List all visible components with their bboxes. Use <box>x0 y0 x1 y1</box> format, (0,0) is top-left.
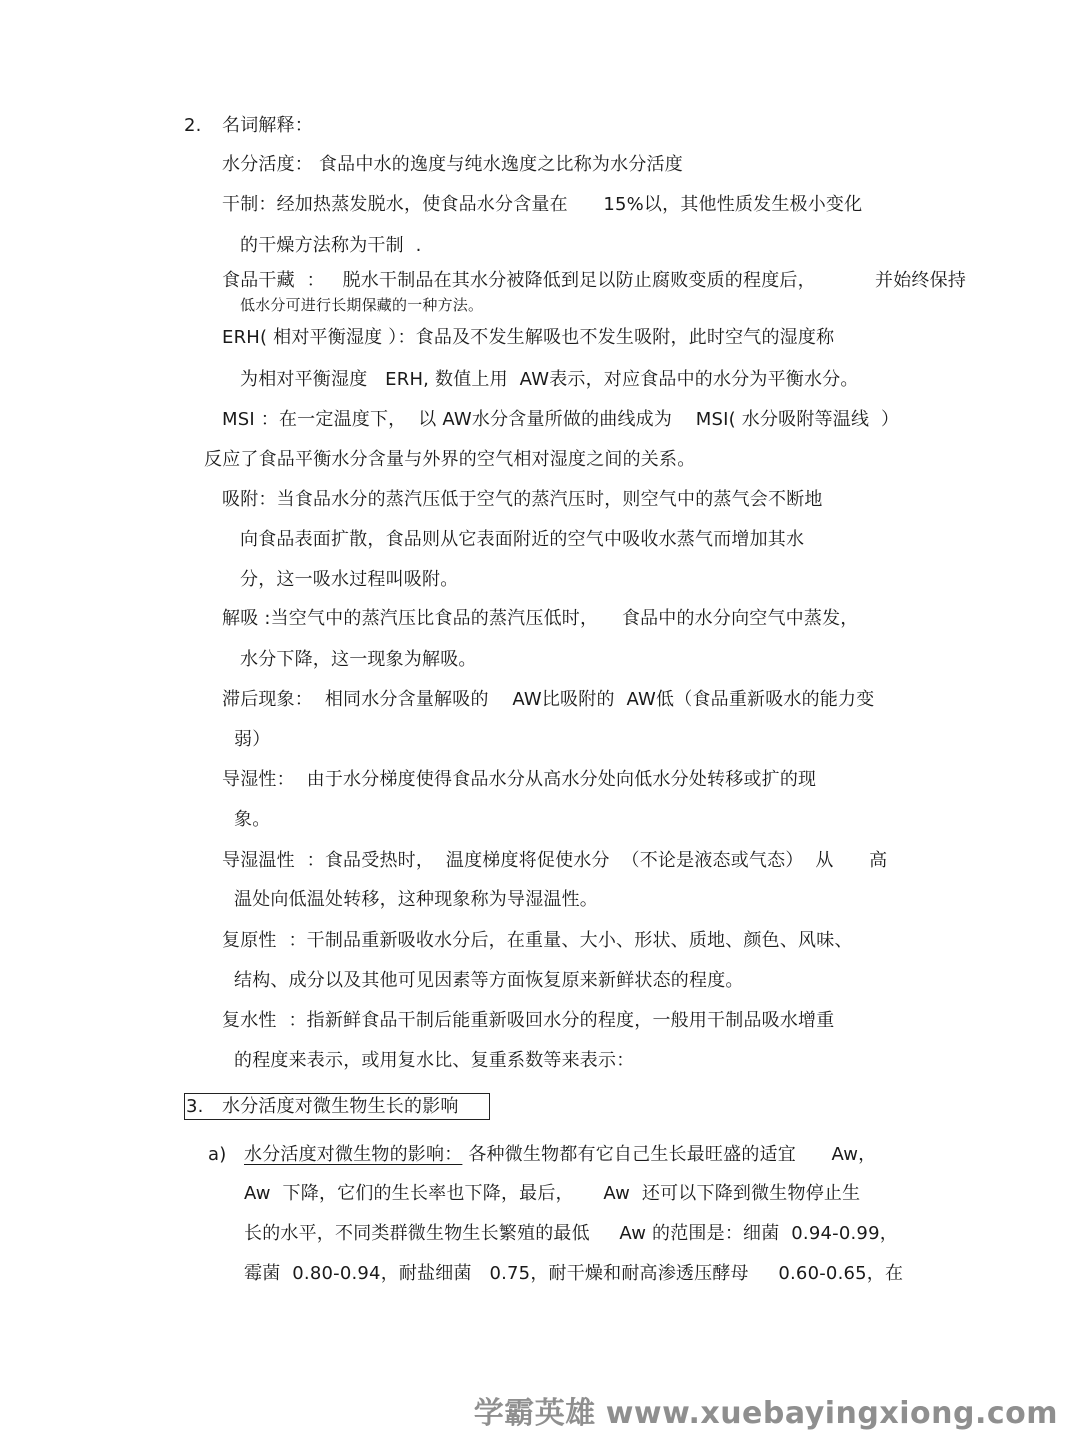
item-a-line4: 霉菌 0.80-0.94，耐盐细菌 0.75，耐干燥和耐高渗透压酵母 0.60-0.65，在 <box>244 1263 904 1284</box>
def-adsorption-line2: 向食品表面扩散，食品则从它表面附近的空气中吸收水蒸气而增加其水 <box>240 529 805 550</box>
def-dry-storage-line2: 低水分可进行长期保藏的一种方法。 <box>240 296 484 314</box>
def-restorability-line2: 结构、成分以及其他可见因素等方面恢复原来新鲜状态的程度。 <box>234 970 744 991</box>
item-a-line1-rest: 各种微生物都有它自己生长最旺盛的适宜 Aw， <box>462 1144 877 1165</box>
section-3-title: 水分活度对微生物生长的影响 <box>222 1096 459 1117</box>
def-msi-line1: MSI ：在一定温度下， 以 AW水分含量所做的曲线成为 MSI( 水分吸附等温线 ） <box>222 409 900 430</box>
def-hysteresis-line1: 滞后现象： 相同水分含量解吸的 AW比吸附的 AW低（食品重新吸水的能力变 <box>222 689 875 710</box>
item-a-heading: 水分活度对微生物的影响： <box>244 1144 463 1165</box>
def-msi-line2: 反应了食品平衡水分含量与外界的空气相对湿度之间的关系。 <box>204 449 696 470</box>
item-a-line1 <box>244 1143 876 1167</box>
def-adsorption-line3: 分，这一吸水过程叫吸附。 <box>240 569 459 590</box>
def-desorption-line2: 水分下降，这一现象为解吸。 <box>240 649 477 670</box>
item-a-line2: Aw 下降，它们的生长率也下降，最后， Aw 还可以下降到微生物停止生 <box>244 1183 861 1204</box>
def-desorption-line1: 解吸 :当空气中的蒸汽压比食品的蒸汽压低时， 食品中的水分向空气中蒸发， <box>222 608 859 629</box>
def-erh-line1: ERH( 相对平衡湿度 ）：食品及不发生解吸也不发生吸附，此时空气的湿度称 <box>222 327 835 348</box>
section-3-number: 3. <box>186 1096 204 1117</box>
def-rehydration-line1: 复水性 ：指新鲜食品干制后能重新吸回水分的程度，一般用干制品吸水增重 <box>222 1010 835 1031</box>
def-adsorption-line1: 吸附：当食品水分的蒸汽压低于空气的蒸汽压时，则空气中的蒸气会不断地 <box>222 489 823 510</box>
watermark <box>474 1388 1058 1432</box>
def-thermo-moisture-line1: 导湿温性 ：食品受热时， 温度梯度将促使水分 （不论是液态或气态） 从 高 <box>222 850 888 871</box>
def-drying-line1: 干制：经加热蒸发脱水，使食品水分含量在 15%以，其他性质发生极小变化 <box>222 194 863 215</box>
def-drying-line2: 的干燥方法称为干制 . <box>240 235 422 256</box>
item-a-line3: 长的水平，不同类群微生物生长繁殖的最低 Aw 的范围是：细菌 0.94-0.99， <box>244 1223 898 1244</box>
def-hysteresis-line2: 弱） <box>234 729 271 750</box>
def-water-activity: 水分活度： 食品中水的逸度与纯水逸度之比称为水分活度 <box>222 154 683 175</box>
def-moisture-conductivity-line2: 象。 <box>234 809 271 830</box>
watermark-cn: 学霸英雄 <box>473 1396 596 1431</box>
def-rehydration-line2: 的程度来表示，或用复水比、复重系数等来表示： <box>234 1050 635 1071</box>
def-erh-line2: 为相对平衡湿度 ERH, 数值上用 AW表示，对应食品中的水分为平衡水分。 <box>240 369 859 390</box>
section-2-title: 名词解释： <box>222 115 313 136</box>
def-restorability-line1: 复原性 ：干制品重新吸收水分后，在重量、大小、形状、质地、颜色、风味、 <box>222 930 853 951</box>
def-dry-storage-line1: 食品干藏 ： 脱水干制品在其水分被降低到足以防止腐败变质的程度后， 并始终保持 <box>222 270 967 291</box>
section-2-number: 2. <box>184 115 202 136</box>
item-a-marker: a) <box>208 1144 227 1165</box>
def-moisture-conductivity-line1: 导湿性： 由于水分梯度使得食品水分从高水分处向低水分处转移或扩的现 <box>222 769 817 790</box>
watermark-url: www.xuebayingxiong.com <box>605 1396 1058 1431</box>
def-thermo-moisture-line2: 温处向低温处转移，这种现象称为导湿温性。 <box>234 889 598 910</box>
